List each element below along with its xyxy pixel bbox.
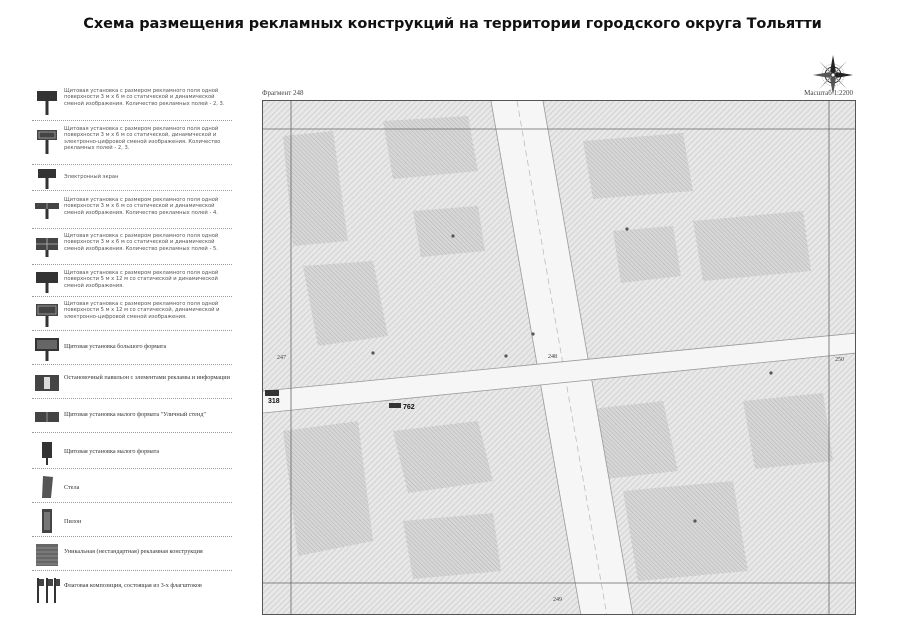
legend-item (32, 232, 232, 265)
billboard-large-static-icon (34, 270, 60, 294)
legend-text: Стела (64, 484, 80, 491)
small-format-stand-icon (34, 410, 60, 424)
fragment-label: Фрагмент 248 (262, 89, 304, 97)
stele-icon (34, 474, 60, 500)
legend-item (32, 168, 232, 191)
legend-item (32, 438, 232, 469)
neighbor-bottom-label: 249 (553, 597, 562, 603)
legend-text: Щитовая установка с размером рекламного поля одной поверхности 3 м х 6 м со статической и динамической сменой изображения. Количество рекламных полей - 4. (64, 197, 219, 216)
unique-construction-icon (34, 542, 60, 568)
legend-item (32, 472, 232, 503)
legend-item (32, 194, 232, 229)
flag-composition-icon (34, 576, 60, 604)
page-title: Схема размещения рекламных конструкций на территории городского округа Тольятти (83, 16, 822, 32)
billboard-static-icon (34, 89, 60, 117)
legend-item (32, 370, 232, 399)
legend-text: Щитовая установка с размером рекламного поля одной поверхности 3 м х 6 м со статической и динамической сменой изображения. Количество рекламных полей - 5. (64, 233, 219, 252)
legend-text: Щитовая установка малого формата "Уличный стенд" (64, 411, 206, 418)
legend-text: Щитовая установка большого формата (64, 343, 167, 350)
legend-item (32, 334, 232, 365)
neighbor-right-label: 250 (835, 357, 844, 363)
legend-text: Щитовая установка с размером рекламного поля одной поверхности 5 м х 12 м со статической и динамической сменой изображения. (64, 270, 219, 289)
map-area[interactable] (262, 100, 856, 615)
marker-id: 318 (268, 398, 280, 405)
billboard-large-digital-icon (34, 302, 60, 328)
billboard-five-fields-icon (34, 236, 60, 258)
legend-item (32, 574, 232, 606)
marker-318[interactable] (265, 390, 280, 405)
legend-item (32, 124, 232, 165)
legend-text: Щитовая установка с размером рекламного поля одной поверхности 3 м х 6 м со статической и динамической сменой изображения. Количество рекламных полей - 2, 3. (64, 88, 225, 107)
legend-text: Уникальная (нестандартная) рекламная конструкция (64, 548, 203, 555)
legend-item (32, 268, 232, 297)
small-format-icon (34, 440, 60, 466)
legend-text: Электронный экран (64, 174, 119, 180)
electronic-screen-icon (34, 168, 60, 190)
legend-item (32, 300, 232, 331)
legend-item (32, 86, 232, 121)
legend-item (32, 540, 232, 571)
legend-text: Щитовая установка с размером рекламного поля одной поверхности 5 м х 12 м со статической, динамической и электронно-цифровой сменой изображения. (64, 301, 220, 320)
bus-stop-pavilion-icon (34, 373, 60, 393)
legend-text: Флаговая композиция, состоящая из 3-х флагштоков (64, 582, 202, 589)
legend-item (32, 506, 232, 537)
legend-text: Щитовая установка с размером рекламного поля одной поверхности 3 м х 6 м со статической, динамической и электронно-цифровой сменой изображения. Количество рекламных полей - 2, 3. (64, 126, 221, 152)
map-canvas (263, 101, 856, 615)
legend-text: Пилон (64, 518, 82, 525)
marker-id: 762 (403, 404, 415, 411)
pylon-icon (34, 508, 60, 534)
legend-text: Остановочный павильон с элементами рекламы и информации (64, 374, 230, 381)
billboard-digital-icon (34, 128, 60, 156)
center-fragment-label: 248 (548, 354, 557, 360)
legend-text: Щитовая установка малого формата (64, 448, 160, 455)
neighbor-left-label: 247 (277, 355, 286, 361)
large-format-icon (34, 336, 60, 362)
legend-item (32, 404, 232, 433)
billboard-four-fields-icon (34, 200, 60, 220)
scale-label: Масштаб 1:2200 (804, 89, 853, 97)
